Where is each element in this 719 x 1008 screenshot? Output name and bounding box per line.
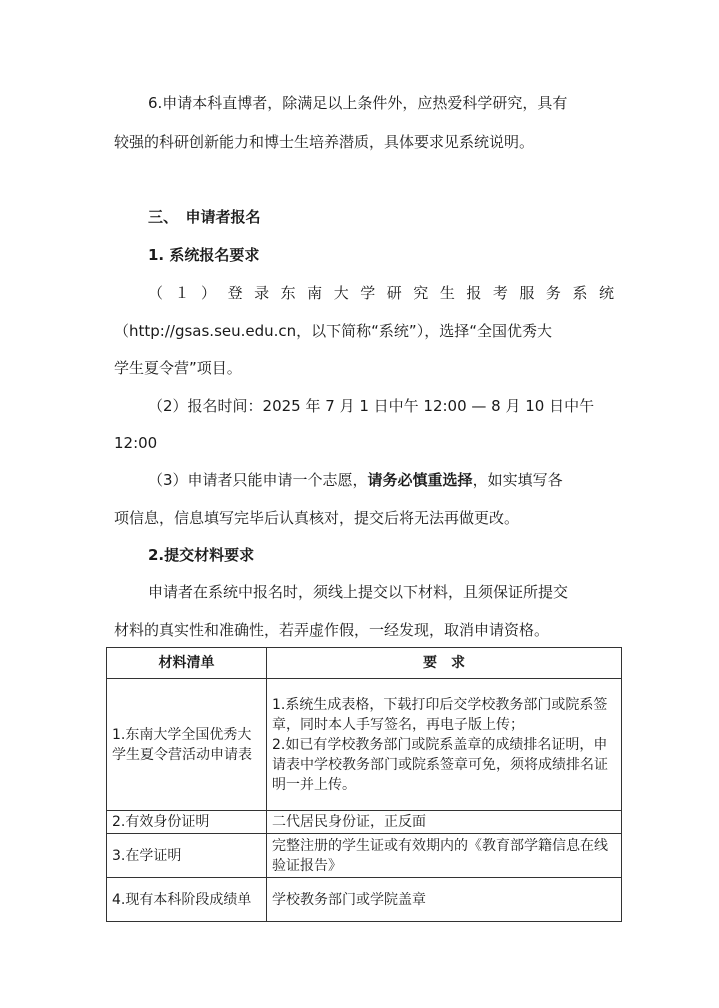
requirement-line: 2.如已有学校教务部门或院系盖章的成绩排名证明，申请表中学校教务部门或院系签章可免，须将成绩排名证明一并上传。 xyxy=(272,736,608,793)
item-1-line-2: （http://gsas.seu.edu.cn，以下简称“系统”），选择“全国优秀大 xyxy=(114,322,552,340)
requirement-line: 1.系统生成表格，下载打印后交学校教务部门或院系签章，同时本人手写签名，再电子版上传； xyxy=(272,696,608,733)
material-item: 1.东南大学全国优秀大学生夏令营活动申请表 xyxy=(107,679,267,811)
section-heading-3: 三、 申请者报名 xyxy=(148,208,261,226)
material-item: 2.有效身份证明 xyxy=(107,811,267,834)
item-3-emphasis: 请务必慎重选择 xyxy=(367,471,473,489)
material-requirements: 学校教务部门或学院盖章 xyxy=(267,878,622,922)
material-requirements: 二代居民身份证，正反面 xyxy=(267,811,622,834)
intro-line-2: 材料的真实性和准确性，若弄虚作假，一经发现，取消申请资格。 xyxy=(114,621,550,639)
table-row xyxy=(107,811,622,834)
subheading-system-registration: 1. 系统报名要求 xyxy=(148,246,260,264)
item-2-line-2: 12:00 xyxy=(114,434,158,452)
material-item: 3.在学证明 xyxy=(107,834,267,878)
item-1-line-1: （１）登录东南大学研究生报考服务系统 xyxy=(148,284,614,302)
item-3-text-pre: （3）申请者只能申请一个志愿， xyxy=(148,471,368,489)
table-row xyxy=(107,834,622,878)
header-materials-list: 材料清单 xyxy=(107,648,267,679)
item-1-line-3: 学生夏令营”项目。 xyxy=(114,359,242,377)
paragraph-6-line-2: 较强的科研创新能力和博士生培养潜质，具体要求见系统说明。 xyxy=(114,133,535,151)
item-2-line-1: （2）报名时间：2025 年 7 月 1 日中午 12:00 — 8 月 10 日中午 xyxy=(148,397,595,415)
item-3-text-post: ，如实填写各 xyxy=(472,471,563,489)
material-item: 4.现有本科阶段成绩单 xyxy=(107,878,267,922)
header-requirements: 要 求 xyxy=(267,648,622,679)
table-row xyxy=(107,679,622,811)
paragraph-6-line-1: 6.申请本科直博者，除满足以上条件外，应热爱科学研究，具有 xyxy=(148,94,568,112)
intro-line-1: 申请者在系统中报名时，须线上提交以下材料，且须保证所提交 xyxy=(148,583,569,601)
item-3-line-1 xyxy=(148,470,614,490)
table-header-row xyxy=(107,648,622,679)
table-row xyxy=(107,878,622,922)
subheading-submission-materials: 2.提交材料要求 xyxy=(148,546,255,564)
material-requirements: 完整注册的学生证或有效期内的《教育部学籍信息在线验证报告》 xyxy=(267,834,622,878)
materials-table xyxy=(106,647,622,922)
item-3-line-2: 项信息，信息填写完毕后认真核对，提交后将无法再做更改。 xyxy=(114,509,520,527)
material-requirements xyxy=(267,679,622,811)
